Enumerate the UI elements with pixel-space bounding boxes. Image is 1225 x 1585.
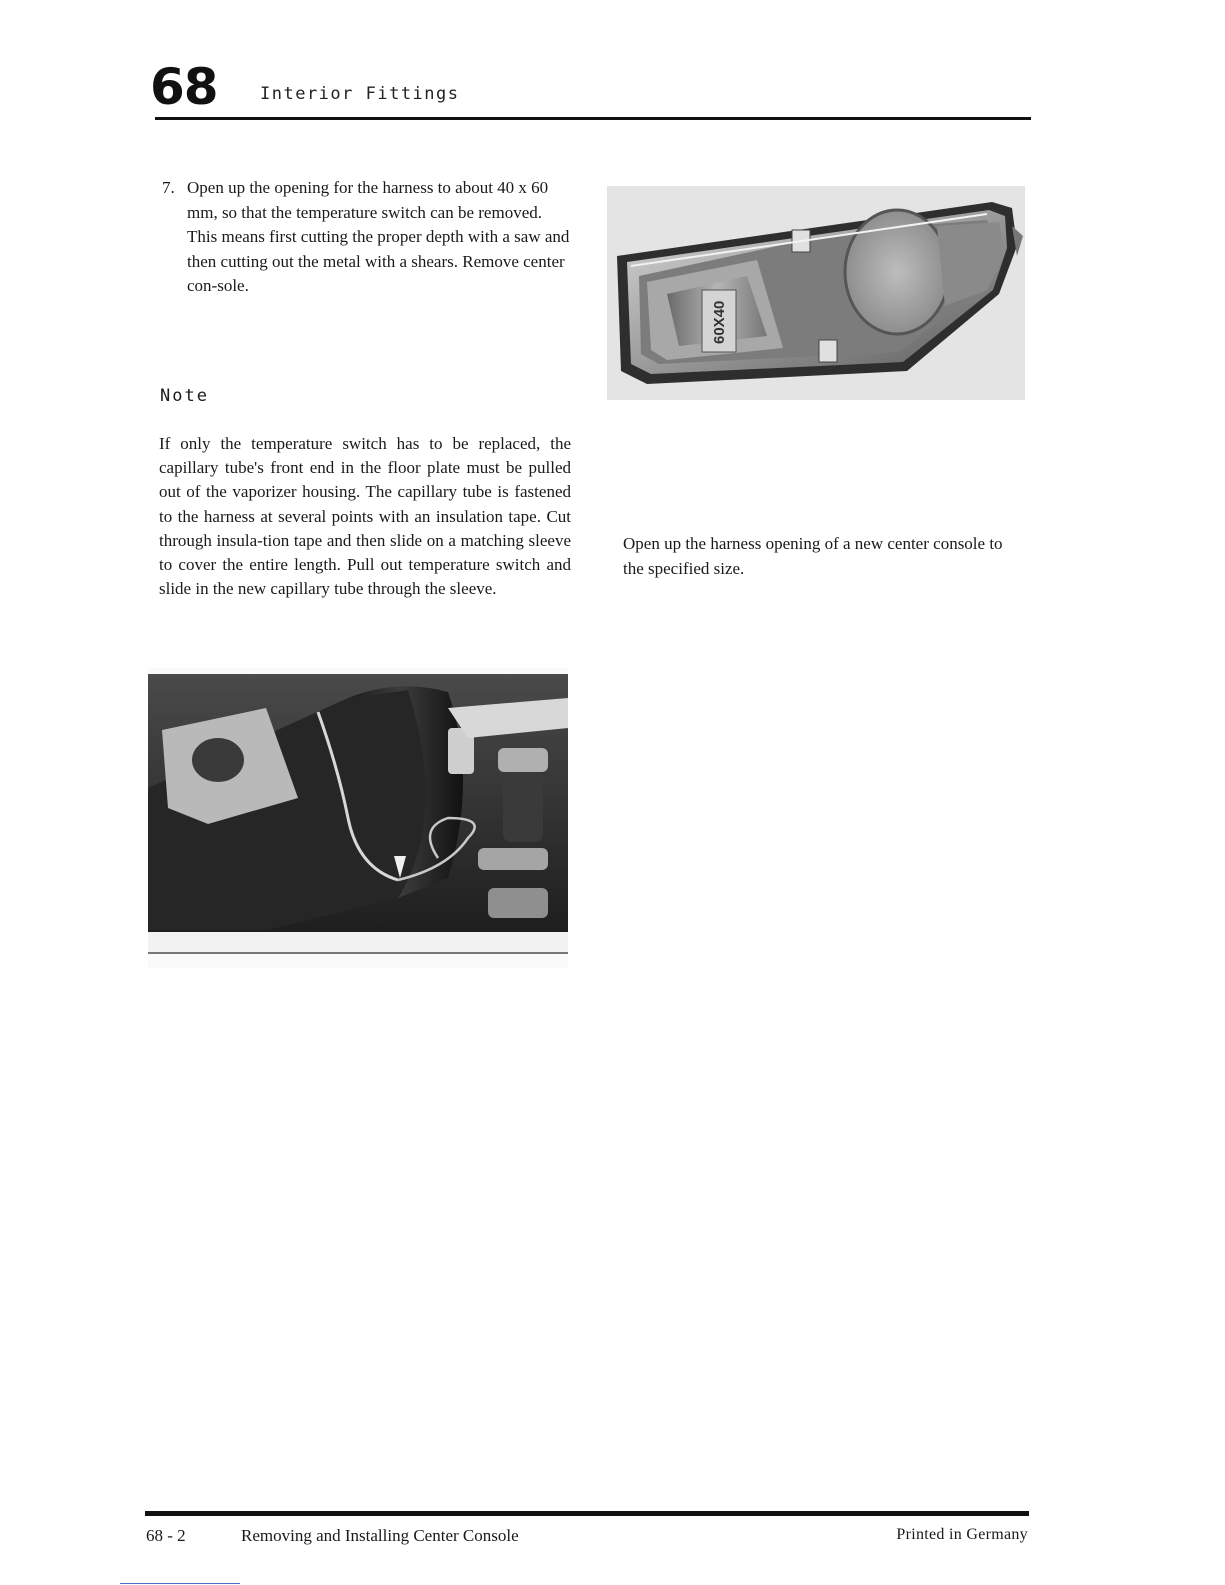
footer-printed-in: Printed in Germany (896, 1526, 1028, 1543)
console-photo (607, 186, 1025, 400)
section-number: 68 (150, 58, 218, 116)
console-photo-caption: Open up the harness opening of a new center console to the specified size. (623, 534, 1003, 578)
step-number: 7. (162, 178, 175, 197)
step-7 (162, 176, 572, 299)
section-title: Interior Fittings (260, 84, 460, 104)
bottom-edge-line (120, 1583, 240, 1584)
header-rule (155, 117, 1031, 120)
note-text: If only the temperature switch has to be replaced, the capillary tube's front end in the floor plate must be pulled out of the vaporizer housing. The capillary tube is fastened to the harness at several points with an insulation tape. Cut through insula-tion tape and then slide on a matching sleeve to cover the entire length. Pull out temperature switch and slide in the new capillary tube through the sleeve. (159, 434, 571, 599)
console-size-label: 60X40 (711, 300, 728, 344)
footer-rule (145, 1511, 1029, 1516)
harness-photo (148, 668, 568, 968)
footer-chapter-title: Removing and Installing Center Console (241, 1526, 519, 1545)
step-text: Open up the opening for the harness to about 40 x 60 mm, so that the temperature switch can be removed. This means first cutting the proper depth with a saw and then cutting out the metal with a shears. Remove center con-sole. (187, 178, 570, 295)
note-heading: Note (160, 386, 209, 406)
footer-page-number: 68 - 2 (146, 1526, 186, 1545)
